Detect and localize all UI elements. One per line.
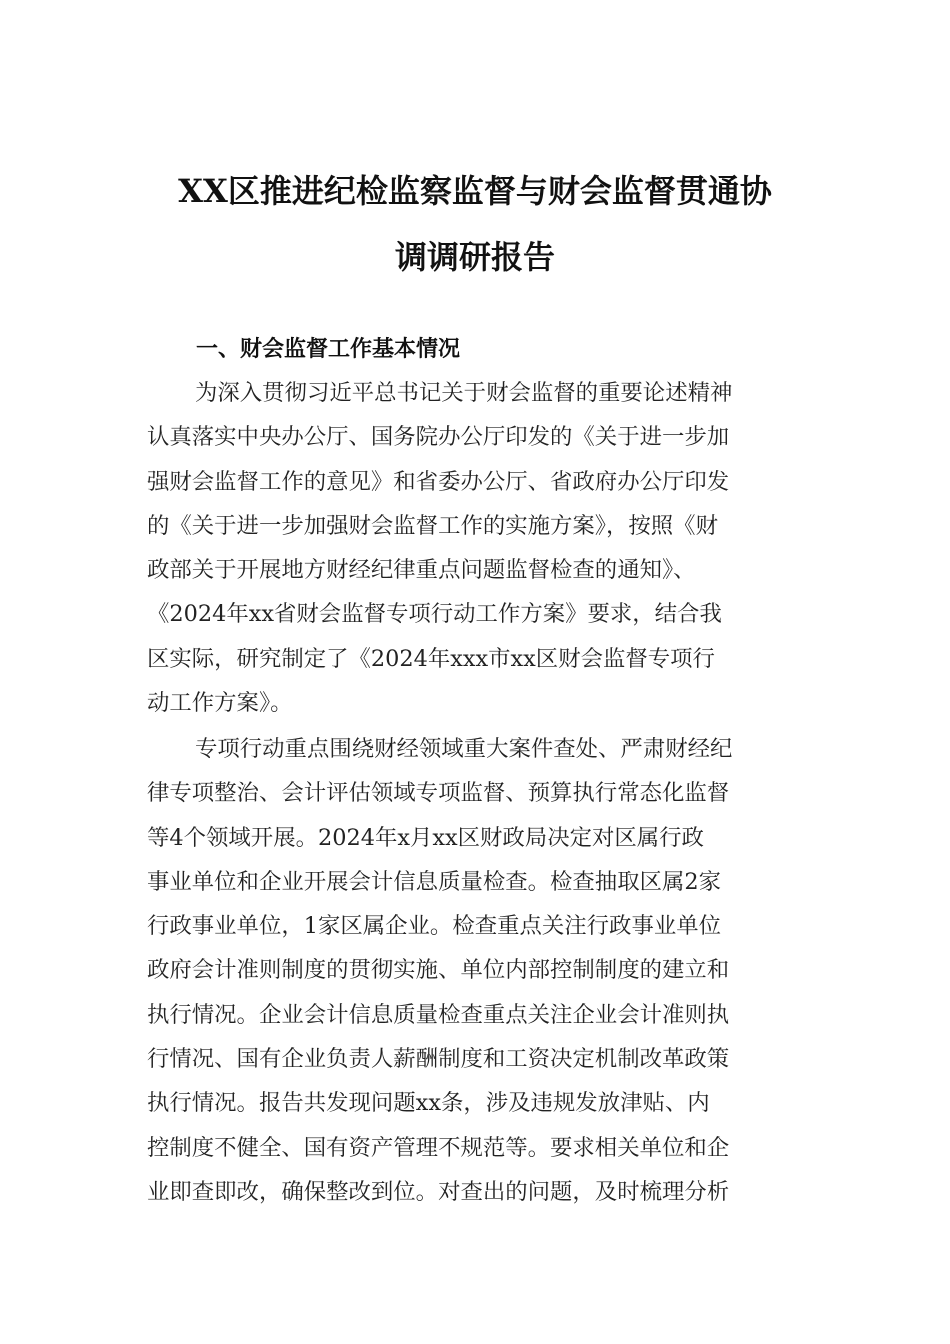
paragraph-line: 区实际，研究制定了《2024年xxx市xx区财会监督专项行 <box>147 645 715 672</box>
paragraph-line: 律专项整治、会计评估领域专项监督、预算执行常态化监督 <box>147 780 730 807</box>
title-line: XX区推进纪检监察监督与财会监督贯通协 <box>178 172 772 210</box>
paragraph-line: 事业单位和企业开展会计信息质量检查。检查抽取区属2家 <box>147 868 722 895</box>
paragraph-1 <box>147 371 807 725</box>
paragraph-line: 执行情况。企业会计信息质量检查重点关注企业会计准则执 <box>147 1001 730 1028</box>
document-title <box>140 158 810 290</box>
paragraph-2 <box>147 727 807 1214</box>
title-line: 调调研报告 <box>394 238 555 276</box>
paragraph-line: 业即查即改，确保整改到位。对查出的问题，及时梳理分析 <box>147 1178 730 1205</box>
paragraph-line: 行政事业单位，1家区属企业。检查重点关注行政事业单位 <box>147 913 722 940</box>
paragraph-line: 为深入贯彻习近平总书记关于财会监督的重要论述精神 <box>195 380 733 406</box>
paragraph-line: 控制度不健全、国有资产管理不规范等。要求相关单位和企 <box>147 1134 730 1161</box>
section-heading: 一、财会监督工作基本情况 <box>196 337 461 362</box>
paragraph-line: 《2024年xx省财会监督专项行动工作方案》要求，结合我 <box>147 601 722 628</box>
paragraph-line: 等4个领域开展。2024年x月xx区财政局决定对区属行政 <box>147 824 704 851</box>
paragraph-line: 政府会计准则制度的贯彻实施、单位内部控制制度的建立和 <box>147 957 730 984</box>
paragraph-line: 的《关于进一步加强财会监督工作的实施方案》，按照《财 <box>147 512 718 539</box>
paragraph-line: 动工作方案》。 <box>147 690 293 717</box>
paragraph-line: 强财会监督工作的意见》和省委办公厅、省政府办公厅印发 <box>147 468 730 495</box>
paragraph-line: 执行情况。报告共发现问题xx条，涉及违规发放津贴、内 <box>147 1090 710 1117</box>
paragraph-line: 认真落实中央办公厅、国务院办公厅印发的《关于进一步加 <box>147 424 730 451</box>
paragraph-line: 行情况、国有企业负责人薪酬制度和工资决定机制改革政策 <box>147 1046 730 1073</box>
paragraph-line: 政部关于开展地方财经纪律重点问题监督检查的通知》、 <box>147 557 696 584</box>
paragraph-line: 专项行动重点围绕财经领域重大案件查处、严肃财经纪 <box>195 736 733 762</box>
